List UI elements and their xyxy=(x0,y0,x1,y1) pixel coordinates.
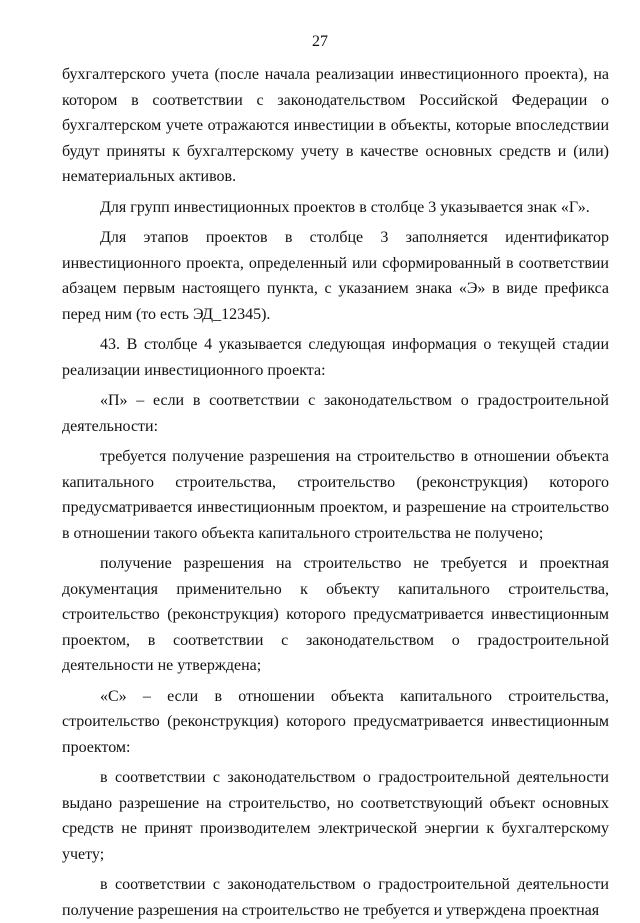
paragraph-stage-c: «С» – если в отношении объекта капитального строительства, строительство (реконструкция) которого предусматривается инвестиционным проектом: xyxy=(62,687,609,756)
paragraph-permit-not-needed-approved: в соответствии с законодательством о градостроительной деятельности получение разрешения на строительство не требуется и утверждена проектная xyxy=(62,876,609,919)
page-number: 27 xyxy=(312,33,328,50)
paragraph-stage-p: «П» – если в соответствии с законодательством о градостроительной деятельности: xyxy=(62,392,609,435)
paragraph-project-stages: Для этапов проектов в столбце 3 заполняется идентификатор инвестиционного проекта, определенный или сформированный в соответствии абзацем первым настоящего пункта, с указанием знака «Э» в виде префикса перед ним (то есть ЭД_12345). xyxy=(62,229,609,323)
paragraph-investment-groups: Для групп инвестиционных проектов в столбце 3 указывается знак «Г». xyxy=(100,198,590,216)
paragraph-continuation: бухгалтерского учета (после начала реализации инвестиционного проекта), на котором в соответствии с законодательством Российской Федерации о бухгалтерском учете отражаются инвестиции в объекты, которые впоследствии будут приняты к бухгалтерскому учету в качестве основных средств и (или) нематериальных активов. xyxy=(62,66,609,185)
paragraph-permit-required: требуется получение разрешения на строительство в отношении объекта капитального строительства, строительство (реконструкция) которого предусматривается инвестиционным проектом, и разрешение на строительство в отношении такого объекта капитального строительства не получено; xyxy=(62,448,609,542)
paragraph-permit-not-required: получение разрешения на строительство не требуется и проектная документация применительно к объекту капитального строительства, строительство (реконструкция) которого предусматривается инвестиционным проектом, в соответствии с законодательством о градостроительной деятельности не утверждена; xyxy=(62,555,609,674)
paragraph-permit-issued: в соответствии с законодательством о градостроительной деятельности выдано разрешение на строительство, но соответствующий объект основных средств не принят производителем электрической энергии к бухгалтерскому учету; xyxy=(62,769,609,863)
paragraph-item-43: 43. В столбце 4 указывается следующая информация о текущей стадии реализации инвестиционного проекта: xyxy=(62,336,609,379)
document-body xyxy=(62,62,609,923)
